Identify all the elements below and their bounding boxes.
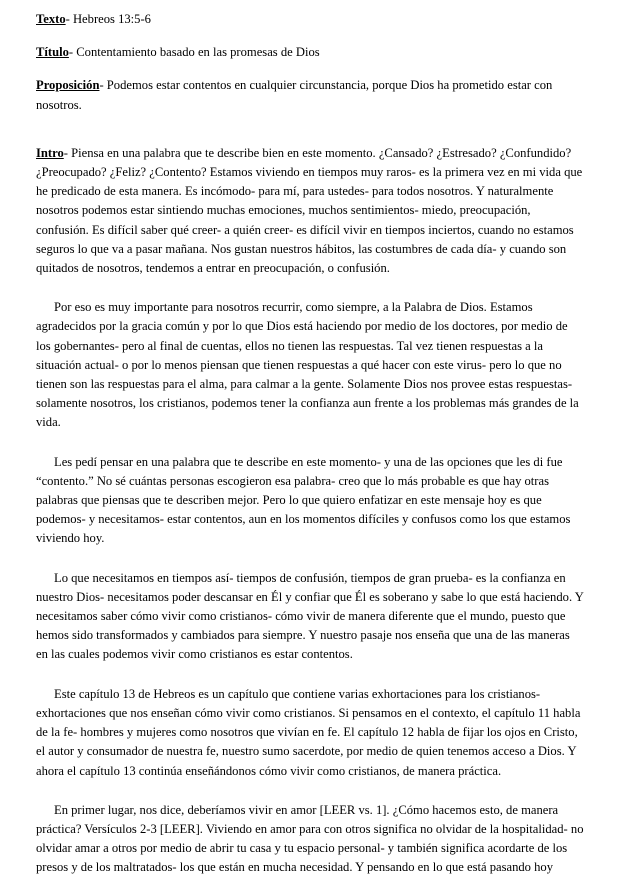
titulo-value: - Contentamiento basado en las promesas de Dios xyxy=(68,45,320,60)
body-paragraph-3: Lo que necesitamos en tiempos así- tiempos de confusión, tiempos de gran prueba- es la confianza en nuestro Dios- necesitamos poder descansar en Él y confiar que Él es soberano y sabe lo que está haciendo. Y necesitamos saber cómo vivir como cristianos- cómo vivir de manera diferente que el mundo, puesto que hemos sido transformados y cambiados para siempre. Y nuestro pasaje nos enseña que una de las maneras en las cuales podemos vivir como cristianos es estar contentos. xyxy=(36,570,584,662)
proposicion-line xyxy=(36,76,584,114)
proposicion-value: - Podemos estar contentos en cualquier circunstancia, porque Dios ha prometido estar con nosotros. xyxy=(36,78,553,112)
texto-label: Texto xyxy=(36,12,66,26)
texto-value: - Hebreos 13:5-6 xyxy=(65,12,151,26)
body-paragraph-4: Este capítulo 13 de Hebreos es un capítulo que contiene varias exhortaciones para los cristianos- exhortaciones que nos enseñan cómo vivir como cristianos. Si pensamos en el contexto, el capítulo 11 habla de la fe- hombres y mujeres como nosotros que vivían en fe. El capítulo 12 habla de fijar los ojos en Cristo, el autor y consumador de nuestra fe, nuestro sumo sacerdote, por medio de quien tenemos acceso a Dios. Y ahora el capítulo 13 continúa enseñándonos cómo vivir como cristianos, de manera práctica. xyxy=(36,686,581,778)
titulo-line xyxy=(36,43,584,62)
body-paragraph-1: Por eso es muy importante para nosotros recurrir, como siempre, a la Palabra de Dios. Estamos agradecidos por la gracia común y por lo que Dios está haciendo por medio de los doctores, por medio de los gobernantes- pero al final de cuentas, ellos no tienen las respuestas. Tal vez tienen respuestas a la situación actual- o por lo menos piensan que tienen respuestas a qué hacer con este virus- pero lo que no tienen son las respuestas para el alma, para calmar a la gente. Solamente Dios nos provee estas respuestas- solamente nosotros, los cristianos, podemos tener la confianza aun frente a los problemas más grandes de la vida. xyxy=(36,300,579,430)
intro-paragraph xyxy=(36,144,584,278)
intro-text: - Piensa en una palabra que te describe bien en este momento. ¿Cansado? ¿Estresado? ¿Confundido? ¿Preocupado? ¿Feliz? ¿Contento? Estamos viviendo en tiempos muy raros- es la primera vez en mi vida que he predicado de esta manera. Es incómodo- para mí, para ustedes- para todos nosotros. Y naturalmente nosotros podemos estar sintiendo muchas emociones, muchos sentimientos- miedo, preocupación, confusión. Es difícil saber qué creer- a quién creer- es difícil vivir en tiempos inciertos, cuando no estamos seguros lo que va a pasar mañana. Nos gustan nuestros hábitos, las costumbres de cada día- y cuando son quitados de nosotros, tendemos a entrar en preocupación, o confusión. xyxy=(36,145,583,276)
body-paragraph-2: Les pedí pensar en una palabra que te describe en este momento- y una de las opciones que les di fue “contento.” No sé cuántas personas escogieron esa palabra- creo que lo más probable es que hay otras palabras que piensas que te describen mejor. Pero lo que quiero enfatizar en este mensaje hoy es que podemos- y necesitamos- estar contentos, aun en los momentos difíciles y confusos como los que estamos viviendo hoy. xyxy=(36,454,571,546)
titulo-label: Título xyxy=(36,45,69,60)
texto-line xyxy=(36,10,584,29)
proposicion-label: Proposición xyxy=(36,78,100,93)
intro-label: Intro xyxy=(36,145,64,160)
body-paragraph-5: En primer lugar, nos dice, deberíamos vivir en amor [LEER vs. 1]. ¿Cómo hacemos esto, de manera práctica? Versículos 2-3 [LEER]. Viviendo en amor para con otros significa no olvidar de la hospitalidad- no olvidar amar a otros por medio de abrir tu casa y tu espacio personal- y también significa acordarte de los presos y de los maltratados- los que están en mucha necesidad. Y pensando en lo que está pasando hoy xyxy=(36,802,584,875)
sermon-document xyxy=(36,10,584,878)
